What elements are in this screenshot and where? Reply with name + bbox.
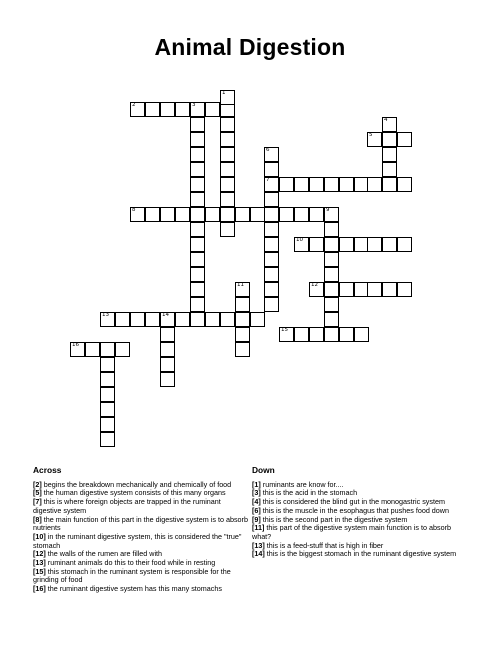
crossword-cell[interactable] [324,252,339,267]
crossword-cell[interactable] [235,327,250,342]
cell-number: 3 [192,102,196,108]
clue-text: this is where foreign objects are trapped in the ruminant digestive system [33,497,221,515]
crossword-cell[interactable] [397,177,412,192]
cell-number: 7 [266,177,270,183]
across-clue [33,585,248,594]
crossword-cell[interactable] [397,132,412,147]
numbered-cell[interactable] [279,327,294,342]
crossword-cell[interactable] [100,372,115,387]
crossword-cell[interactable] [309,207,324,222]
cell-number: 6 [266,147,270,153]
crossword-cell[interactable] [324,267,339,282]
crossword-cell[interactable] [160,372,175,387]
crossword-cell[interactable] [324,237,339,252]
down-clue [252,550,472,559]
crossword-cell[interactable] [190,117,205,132]
crossword-cell[interactable] [175,312,190,327]
clue-text: the human digestive system consists of this many organs [43,488,226,498]
crossword-cell[interactable] [190,252,205,267]
cell-number: 4 [384,117,388,123]
crossword-cell[interactable] [309,177,324,192]
numbered-cell[interactable] [235,282,250,297]
numbered-cell[interactable] [264,177,279,192]
numbered-cell[interactable] [264,147,279,162]
crossword-cell[interactable] [294,327,309,342]
across-clues [33,466,248,594]
crossword-cell[interactable] [264,267,279,282]
page-title: Animal Digestion [154,34,346,60]
clue-number: [9] [252,514,261,524]
crossword-cell[interactable] [279,177,294,192]
crossword-cell[interactable] [220,312,235,327]
numbered-cell[interactable] [160,312,175,327]
crossword-cell[interactable] [250,312,265,327]
clue-text: this is a feed-stuff that is high in fiber [266,540,384,550]
crossword-cell[interactable] [294,177,309,192]
crossword-cell[interactable] [190,267,205,282]
crossword-cell[interactable] [324,282,339,297]
clue-number: [3] [252,488,261,498]
clue-text: this is the biggest stomach in the ruminant digestive system [266,549,457,559]
clue-text: the ruminant digestive system has this many stomachs [47,584,222,594]
clue-number: [10] [33,531,46,541]
crossword-cell[interactable] [235,342,250,357]
crossword-cell[interactable] [175,102,190,117]
crossword-cell[interactable] [145,102,160,117]
crossword-cell[interactable] [190,162,205,177]
crossword-cell[interactable] [220,117,235,132]
crossword-cell[interactable] [190,177,205,192]
clue-text: in the ruminant digestive system, this is considered the "true" stomach [33,531,242,550]
numbered-cell[interactable] [130,207,145,222]
clue-number: [8] [33,514,42,524]
crossword-cell[interactable] [220,147,235,162]
crossword-cell[interactable] [367,237,382,252]
across-clue-list [33,481,248,594]
cell-number: 8 [132,207,136,213]
crossword-cell[interactable] [160,357,175,372]
crossword-cell[interactable] [115,342,130,357]
clue-text: the walls of the rumen are filled with [47,549,163,559]
crossword-cell[interactable] [339,237,354,252]
crossword-cell[interactable] [160,102,175,117]
cell-number: 2 [132,102,136,108]
crossword-cell[interactable] [115,312,130,327]
crossword-cell[interactable] [160,327,175,342]
crossword-cell[interactable] [367,177,382,192]
clue-text: the main function of this part in the digestive system is to absorb nutrients [33,514,248,533]
crossword-cell[interactable] [382,147,397,162]
crossword-cell[interactable] [220,132,235,147]
crossword-cell[interactable] [367,282,382,297]
crossword-cell[interactable] [220,177,235,192]
clue-text: this is the acid in the stomach [262,488,358,498]
crossword-cell[interactable] [382,162,397,177]
crossword-cell[interactable] [100,402,115,417]
clue-text: ruminants are know for.... [262,479,344,489]
crossword-cell[interactable] [264,297,279,312]
clue-number: [5] [33,488,42,498]
crossword-cell[interactable] [205,102,220,117]
crossword-cell[interactable] [205,207,220,222]
crossword-cell[interactable] [294,207,309,222]
crossword-cell[interactable] [190,312,205,327]
down-heading: Down [252,465,275,475]
down-clues [252,466,472,559]
crossword-cell[interactable] [190,147,205,162]
crossword-cell[interactable] [339,282,354,297]
clue-text: this is the muscle in the esophagus that pushes food down [262,505,449,515]
clue-number: [1] [252,479,261,489]
numbered-cell[interactable] [294,237,309,252]
clue-number: [16] [33,584,46,594]
crossword-cell[interactable] [264,192,279,207]
clue-number: [12] [33,549,46,559]
crossword-cell[interactable] [190,297,205,312]
clue-text: this part of the digestive system main function is to absorb what? [252,523,451,541]
crossword-cell[interactable] [205,312,220,327]
numbered-cell[interactable] [190,102,205,117]
cell-number: 9 [326,207,330,213]
crossword-cell[interactable] [160,207,175,222]
numbered-cell[interactable] [309,282,324,297]
crossword-cell[interactable] [100,432,115,447]
cell-number: 12 [311,282,318,288]
crossword-cell[interactable] [264,252,279,267]
crossword-cell[interactable] [264,222,279,237]
numbered-cell[interactable] [100,312,115,327]
crossword-cell[interactable] [309,237,324,252]
clue-text: begins the breakdown mechanically and chemically of food [43,479,232,489]
crossword-cell[interactable] [324,327,339,342]
down-clue-list [252,481,472,559]
crossword-cell[interactable] [279,207,294,222]
crossword-cell[interactable] [100,387,115,402]
clue-text: this stomach in the ruminant system is responsible for the grinding of food [33,566,231,585]
crossword-cell[interactable] [190,237,205,252]
cell-number: 13 [102,312,109,318]
across-clue [33,516,248,533]
crossword-cell[interactable] [382,282,397,297]
numbered-cell[interactable] [130,102,145,117]
crossword-cell[interactable] [190,192,205,207]
crossword-cell[interactable] [324,312,339,327]
crossword-cell[interactable] [220,162,235,177]
clue-text: ruminant animals do this to their food while in resting [47,558,216,568]
cell-number: 10 [296,237,303,243]
crossword-cell[interactable] [397,237,412,252]
crossword-cell[interactable] [100,417,115,432]
crossword-cell[interactable] [220,207,235,222]
clue-text: this is the second part in the digestive system [262,514,408,524]
crossword-cell[interactable] [220,192,235,207]
crossword-cell[interactable] [382,237,397,252]
crossword-cell[interactable] [235,297,250,312]
crossword-cell[interactable] [264,162,279,177]
crossword-cell[interactable] [235,207,250,222]
cell-number: 5 [369,132,373,138]
crossword-cell[interactable] [339,177,354,192]
clue-number: [6] [252,505,261,515]
numbered-cell[interactable] [382,117,397,132]
numbered-cell[interactable] [220,90,235,105]
crossword-cell[interactable] [100,357,115,372]
crossword-cell[interactable] [145,312,160,327]
crossword-cell[interactable] [235,312,250,327]
crossword-cell[interactable] [145,207,160,222]
crossword-cell[interactable] [190,132,205,147]
across-heading: Across [33,465,62,475]
crossword-cell[interactable] [85,342,100,357]
across-clue [33,568,248,585]
crossword-cell[interactable] [190,222,205,237]
crossword-cell[interactable] [175,207,190,222]
crossword-cell[interactable] [250,207,265,222]
crossword-cell[interactable] [264,237,279,252]
clue-number: [13] [252,540,265,550]
clue-number: [4] [252,497,261,507]
crossword-cell[interactable] [309,327,324,342]
down-clue [252,524,472,541]
clue-number: [7] [33,497,42,507]
crossword-cell[interactable] [160,342,175,357]
crossword-cell[interactable] [264,207,279,222]
crossword-cell[interactable] [324,297,339,312]
cell-number: 14 [162,312,169,318]
crossword-cell[interactable] [397,282,412,297]
cell-number: 15 [281,327,288,333]
crossword-cell[interactable] [324,177,339,192]
crossword-cell[interactable] [130,312,145,327]
cell-number: 16 [72,342,79,348]
crossword-cell[interactable] [190,207,205,222]
crossword-cell[interactable] [382,177,397,192]
clue-number: [13] [33,558,46,568]
crossword-cell[interactable] [339,327,354,342]
across-clue [33,533,248,550]
crossword-cell[interactable] [382,132,397,147]
numbered-cell[interactable] [324,207,339,222]
crossword-cell[interactable] [354,327,369,342]
crossword-cell[interactable] [190,282,205,297]
crossword-cell[interactable] [264,282,279,297]
clue-text: this is considered the blind gut in the monogastric system [262,497,445,507]
across-clue [33,498,248,515]
clue-number: [11] [252,523,265,533]
cell-number: 1 [222,90,226,96]
cell-number: 11 [237,282,244,288]
crossword-cell[interactable] [100,342,115,357]
crossword-cell[interactable] [324,222,339,237]
clue-number: [15] [33,566,46,576]
numbered-cell[interactable] [70,342,85,357]
numbered-cell[interactable] [367,132,382,147]
clue-number: [14] [252,549,265,559]
clue-number: [2] [33,479,42,489]
crossword-cell[interactable] [220,222,235,237]
